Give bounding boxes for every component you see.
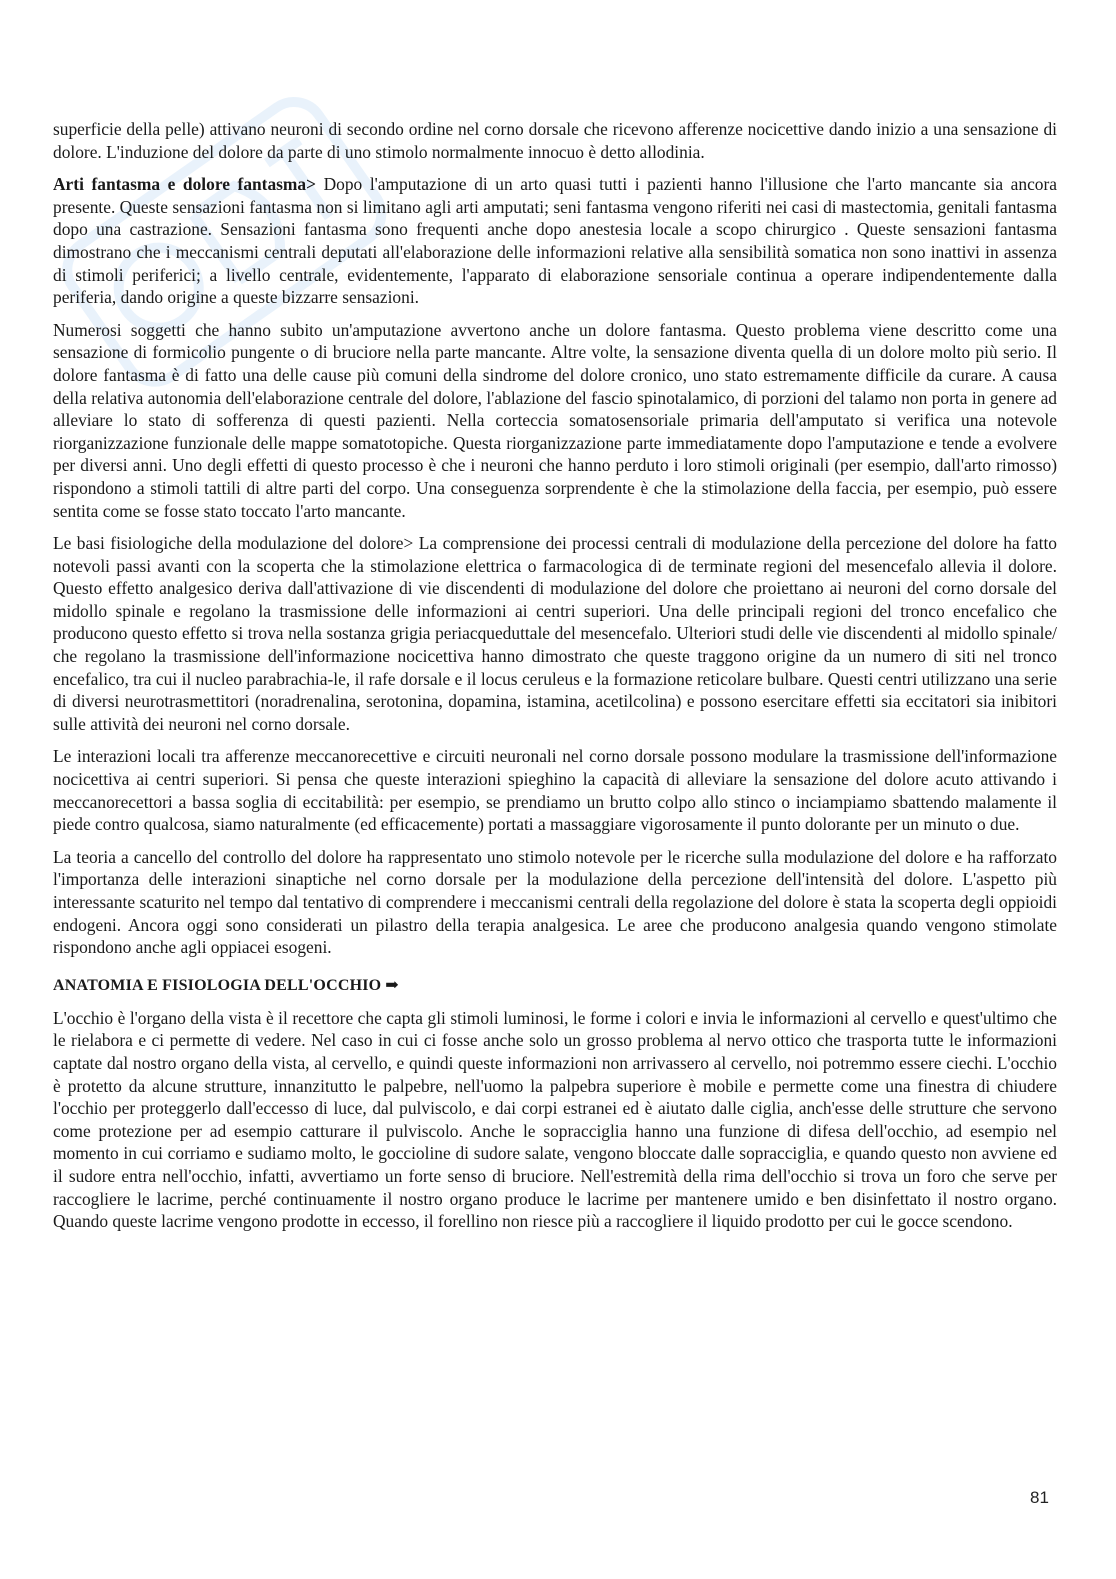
paragraph-modulazione-dolore: Le basi fisiologiche della modulazione del dolore> La comprensione dei processi centrali di modulazione della percezione del dolore ha fatto notevoli passi avanti con la scoperta che la stimolazione elettrica o farmacologica di de terminate regioni del mesencefalo allevia il dolore. Questo effetto analgesico deriva dall'attivazione di vie discendenti di modulazione del dolore che proiettano ai neuroni del corno dorsale del midollo spinale e regolano la trasmissione delle informazioni ai centri superiori. Una delle principali regioni del tronco encefalico che producono questo effetto si trova nella sostanza grigia periacqueduttale del mesencefalo. Ulteriori studi delle vie discendenti al midollo spinale/ che regolano la trasmissione dell'informazione nocicettiva hanno dimostrato che queste traggono origine da un numero di siti nel tronco encefalico, tra cui il nucleo parabrachia-le, il rafe dorsale e il locus ceruleus e la formazione reticolare bulbare. Questi centri utilizzano una serie di diversi neurotrasmettitori (noradrenalina, serotonina, dopamina, istamina, acetilcolina) e possono esercitare effetti sia eccitatori sia inibitori sulle attività dei neuroni nel corno dorsale. [53,533,1057,734]
paragraph-occhio: L'occhio è l'organo della vista è il recettore che capta gli stimoli luminosi, le forme i colori e invia le informazioni al cervello e quest'ultimo che le rielabora e ci permette di vedere. Nel caso in cui ci fosse anche solo un grosso problema al nervo ottico che trasporta tutte le informazioni captate dal nostro organo della vista, al cervello, e quindi queste informazioni non arrivassero al cervello, noi potremmo essere ciechi. L'occhio è protetto da alcune strutture, innanzitutto le palpebre, nell'uomo la palpebra superiore è mobile e permette come una finestra di chiudere l'occhio per proteggerlo dall'eccesso di luce, dal pulviscolo, e dai corpi estranei ed è aiutato dalle ciglia, anch'esse delle strutture che servono come protezione per ad esempio catturare il pulviscolo. Anche le sopracciglia hanno una funzione di difesa dell'occhio, ad esempio nel momento in cui corriamo e sudiamo molto, le goccioline di sudore salate, vengono bloccate dalle sopracciglia, e quando questo non avviene ed il sudore entra nell'occhio, infatti, avvertiamo un forte senso di bruciore. Nell'estremità della rima dell'occhio si trova un foro che serve per raccogliere le lacrime, perché continuamente il nostro organo produce le lacrime per mantenere umido e ben disinfettato il nostro organo. Quando queste lacrime vengono prodotte in eccesso, il forellino non riesce più a raccogliere il liquido prodotto per cui le gocce scendono. [53,1007,1057,1232]
paragraph-allodinia: superficie della pelle) attivano neuroni di secondo ordine nel corno dorsale che ricevono afferenze nocicettive dando inizio a una sensazione di dolore. L'induzione del dolore da parte di uno stimolo normalmente innocuo è detto allodinia. [53,119,1057,162]
section-heading [53,975,1057,995]
paragraph-interazioni-locali: Le interazioni locali tra afferenze meccanorecettive e circuiti neuronali nel corno dorsale possono modulare la trasmissione dell'informazione nocicettiva ai centri superiori. Si pensa che queste interazioni spieghino la capacità di alleviare la sensazione del dolore acuto attivando i meccanorecettori a bassa soglia di eccitabilità: per esempio, se prendiamo un brutto colpo allo stinco o inciampiamo sbattendo malamente il piede contro qualcosa, siamo naturalmente (ed efficacemente) portati a massaggiare vigorosamente il punto dolorante per un minuto o due. [53,746,1057,835]
right-arrow-icon: ➡ [385,976,399,994]
paragraph-arti-fantasma [53,173,1057,309]
document-page [53,118,1057,1243]
section-heading-text: ANATOMIA E FISIOLOGIA DELL'OCCHIO [53,976,382,994]
page-number: 81 [1030,1488,1049,1507]
paragraph-dolore-fantasma: Numerosi soggetti che hanno subito un'amputazione avvertono anche un dolore fantasma. Questo problema viene descritto come una sensazione di formicolio pungente o di bruciore nella parte mancante. Altre volte, la sensazione diventa quella di un dolore molto più serio. Il dolore fantasma è di fatto una delle cause più comuni della sindrome del dolore cronico, uno stato estremamente difficile da curare. A causa della relativa autonomia dell'elaborazione centrale del dolore, l'ablazione del fascio spinotalamico, di porzioni del talamo non porta in genere ad alleviare lo stato di sofferenza di questi pazienti. Nella corteccia somatosensoriale primaria dell'amputato si verifica una notevole riorganizzazione funzionale delle mappe somatotopiche. Questa riorganizzazione parte immediatamente dopo l'amputazione e tende a evolvere per diversi anni. Uno degli effetti di questo processo è che i neuroni che hanno perduto i loro stimoli originali (per esempio, dall'arto rimosso) rispondono a stimoli tattili di altre parti del corpo. Una conseguenza sorprendente è che la stimolazione della faccia, per esempio, può essere sentita come se fosse stato toccato l'arto mancante. [53,319,1057,521]
paragraph-lead-heading: Arti fantasma e dolore fantasma> [53,174,317,195]
paragraph-teoria-cancello: La teoria a cancello del controllo del dolore ha rappresentato uno stimolo notevole per le ricerche sulla modulazione del dolore e ha rafforzato l'importanza delle interazioni sinaptiche nel corno dorsale per la modulazione della percezione dell'intensità del dolore. L'aspetto più interessante scaturito nel tempo dal tentativo di comprendere i meccanismi centrali della regolazione del dolore è stata la scoperta degli oppioidi endogeni. Ancora oggi sono considerati un pilastro della terapia analgesica. Le aree che producono analgesia quando vengono stimolate rispondono anche agli oppiacei esogeni. [53,846,1057,958]
paragraph-body: Dopo l'amputazione di un arto quasi tutti i pazienti hanno l'illusione che l'arto mancante sia ancora presente. Queste sensazioni fantasma non si limitano agli arti amputati; seni fantasma vengono riferiti nei casi di mastectomia, genitali fantasma dopo una castrazione. Sensazioni fantasma sono frequenti anche dopo anestesia locale a scopo chirurgico . Queste sensazioni fantasma dimostrano che i meccanismi centrali deputati all'elaborazione delle informazioni relative alla sensibilità somatica non sono inattivi in assenza di stimoli periferici; a livello centrale, evidentemente, l'apparato di elaborazione sensoriale continua a operare indipendentemente dalla periferia, dando origine a queste bizzarre sensazioni. [53,174,1057,308]
